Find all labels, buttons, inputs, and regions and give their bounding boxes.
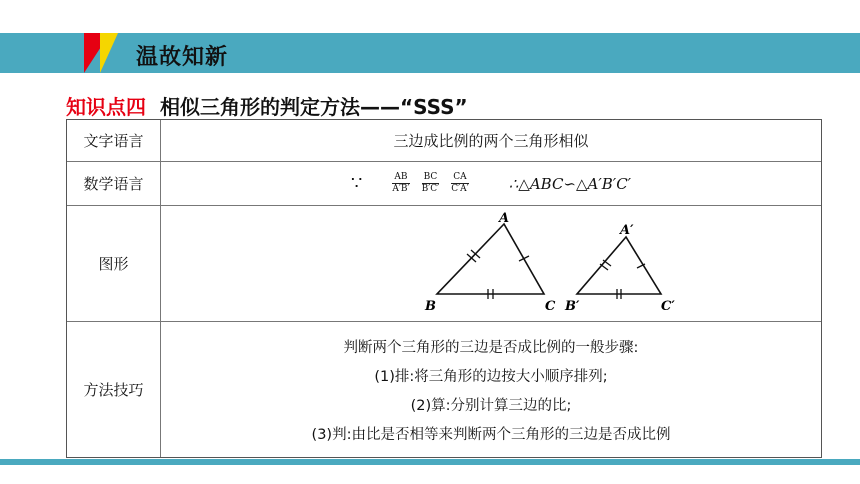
step-intro: 判断两个三角形的三边是否成比例的一般步骤: — [343, 339, 639, 356]
row-label: 方法技巧 — [67, 322, 161, 457]
header-bar — [0, 33, 860, 73]
vertex-a-prime: A′ — [620, 222, 634, 238]
fraction-denominator: B′C′ — [421, 184, 440, 194]
step-1: (1)排:将三角形的边按大小顺序排列; — [374, 368, 608, 385]
vertex-c-prime: C′ — [661, 298, 675, 314]
step-3: (3)判:由比是否相等来判断两个三角形的三边是否成比例 — [311, 426, 671, 443]
fraction-ab — [392, 172, 409, 195]
row-content — [161, 322, 821, 457]
row-label: 数学语言 — [67, 162, 161, 205]
header-title: 温故知新 — [136, 45, 229, 70]
table-row-figure — [67, 206, 821, 322]
vertex-b: B — [425, 298, 436, 314]
fraction-numerator: CA — [453, 172, 467, 182]
triangles-figure — [341, 210, 675, 316]
method-steps — [312, 336, 671, 444]
row-content — [161, 162, 821, 205]
triangle-a2b2c2 — [577, 237, 661, 294]
section-title — [66, 91, 468, 120]
because-symbol: ∵ — [350, 173, 363, 194]
section-topic: 相似三角形的判定方法——“SSS” — [160, 95, 468, 119]
table-row-math — [67, 162, 821, 206]
fraction-denominator: C′A′ — [451, 184, 469, 194]
vertex-c: C — [545, 298, 556, 314]
step-2: (2)算:分别计算三边的比; — [410, 397, 572, 414]
row-content: 三边成比例的两个三角形相似 — [393, 132, 589, 150]
row-label: 文字语言 — [67, 120, 161, 161]
knowledge-table — [66, 119, 822, 458]
vertex-a: A — [499, 210, 510, 226]
row-content — [161, 206, 821, 321]
footer-bar — [0, 459, 860, 465]
fraction-ca — [451, 172, 468, 195]
table-row-method — [67, 322, 821, 457]
conclusion-text: ∴△ABC∽△A′B′C′ — [508, 174, 632, 193]
vertex-b-prime: B′ — [565, 298, 580, 314]
math-expression — [351, 172, 631, 195]
table-row-text — [67, 120, 821, 162]
fraction-denominator: A′B′ — [392, 184, 410, 194]
fraction-bc — [422, 172, 440, 195]
row-label: 图形 — [67, 206, 161, 321]
triangle-abc — [437, 224, 544, 294]
header-flag-yellow — [100, 33, 118, 73]
fraction-numerator: BC — [423, 172, 438, 182]
fraction-numerator: AB — [394, 172, 408, 182]
section-label: 知识点四 — [66, 95, 146, 119]
